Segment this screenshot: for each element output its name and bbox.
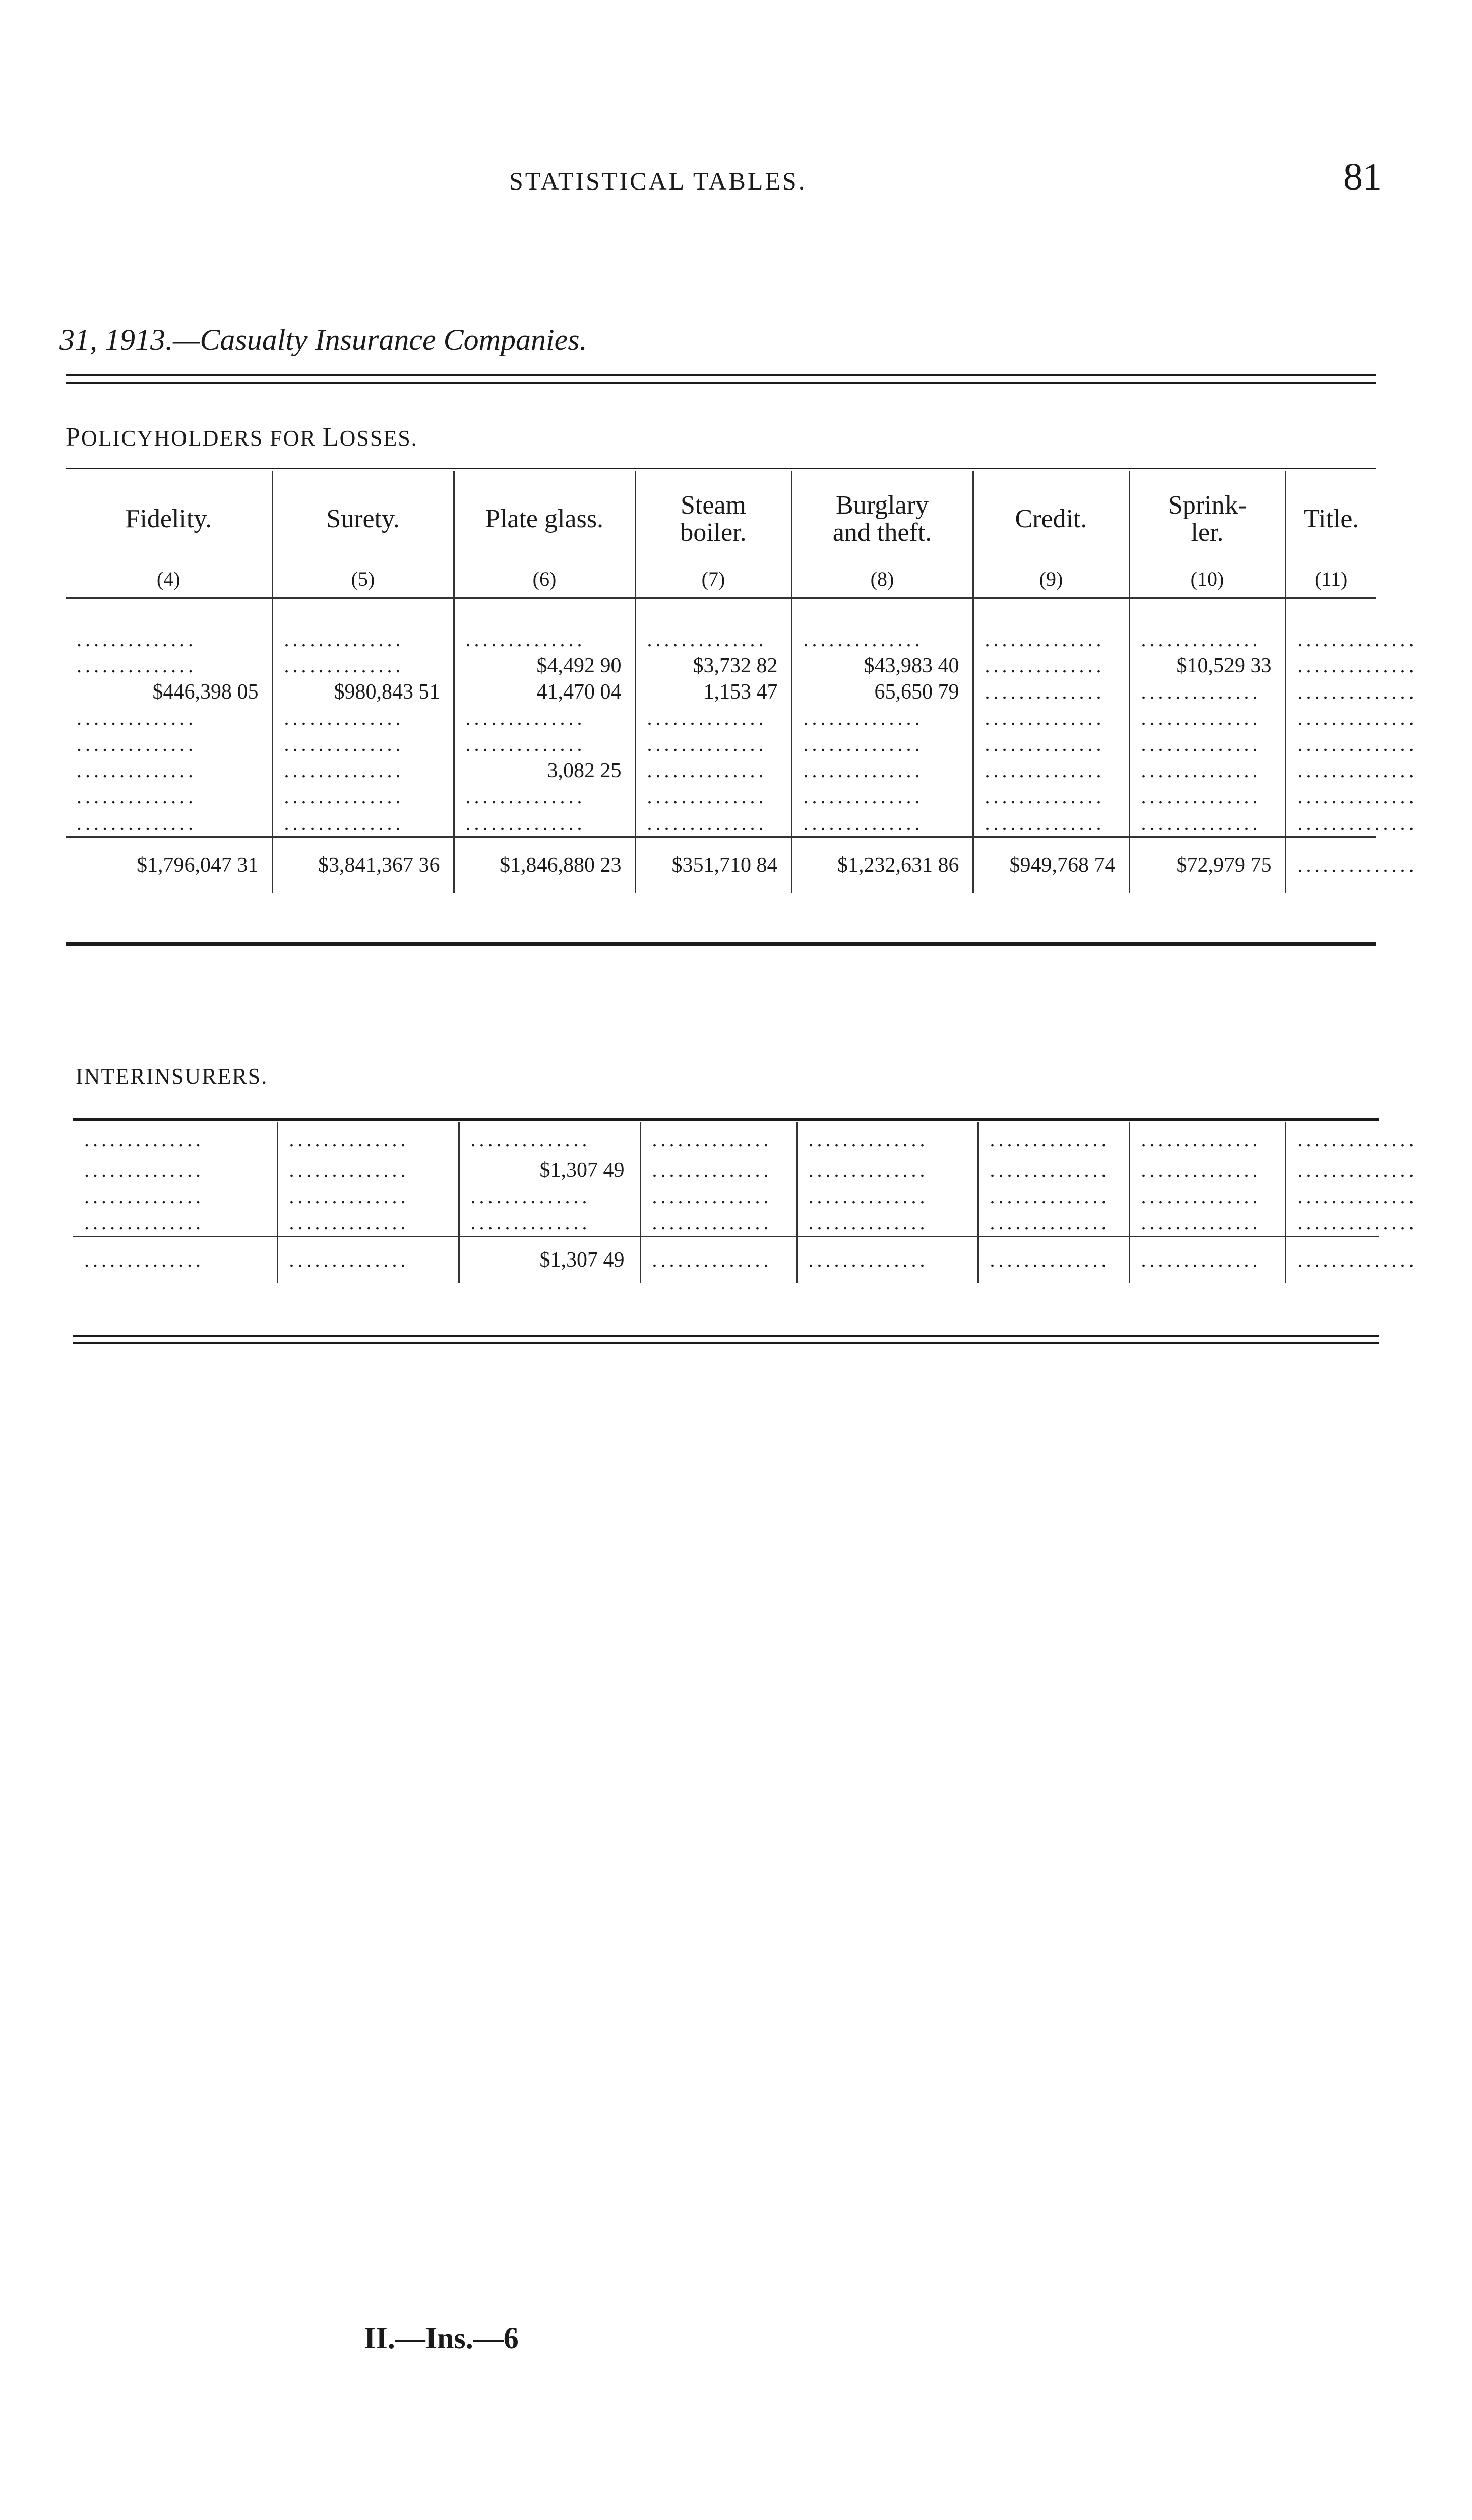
leader-dots: .............. — [1285, 679, 1376, 705]
col-number: (7) — [635, 567, 791, 598]
leader-dots: .............. — [77, 733, 197, 755]
col-header-plate-glass: Plate glass. — [454, 471, 635, 567]
leader-dots: .............. — [272, 784, 454, 810]
leader-dots: .............. — [277, 1183, 459, 1210]
top-double-rule-a — [66, 374, 1376, 376]
leader-dots: .............. — [796, 1183, 978, 1210]
col-header-steam-boiler: Steam boiler. — [635, 471, 791, 567]
leader-dots: .............. — [277, 1237, 459, 1283]
column-header-row — [66, 471, 1376, 567]
leader-dots: .............. — [640, 1237, 796, 1283]
leader-dots: .............. — [796, 1237, 978, 1283]
leader-dots: .............. — [640, 1183, 796, 1210]
leader-dots: .............. — [973, 653, 1129, 679]
leader-dots: .............. — [796, 1210, 978, 1237]
totals-row — [73, 1237, 1379, 1283]
leader-dots: .............. — [978, 1157, 1129, 1183]
table-row — [66, 653, 1376, 679]
table-row — [66, 810, 1376, 837]
section1-bottom-rule — [66, 942, 1376, 946]
leader-dots: .............. — [77, 759, 197, 782]
leader-dots: .............. — [277, 1157, 459, 1183]
total-cell: $949,768 74 — [973, 837, 1129, 894]
losses-table — [66, 471, 1418, 893]
column-number-row — [66, 567, 1376, 598]
leader-dots: .............. — [77, 707, 197, 729]
leader-dots: .............. — [272, 731, 454, 758]
leader-dots: .............. — [973, 784, 1129, 810]
leader-dots: .............. — [978, 1183, 1129, 1210]
table-row — [73, 1157, 1379, 1183]
table-cell: $446,398 05 — [152, 680, 259, 704]
page-footer-signature: II.—Ins.—6 — [364, 2321, 519, 2355]
leader-dots: .............. — [1285, 1183, 1379, 1210]
leader-dots: .............. — [1129, 1183, 1285, 1210]
leader-dots: .............. — [640, 1122, 796, 1157]
leader-dots: .............. — [77, 654, 197, 677]
table-subtitle: 31, 1913.—Casualty Insurance Companies. — [59, 323, 587, 356]
total-cell: $1,232,631 86 — [791, 837, 973, 894]
table-cell: $980,843 51 — [272, 679, 454, 705]
leader-dots: .............. — [1285, 731, 1376, 758]
table-row — [66, 731, 1376, 758]
total-cell: $351,710 84 — [635, 837, 791, 894]
leader-dots: .............. — [1285, 810, 1376, 837]
leader-dots: .............. — [973, 705, 1129, 731]
section2-top-rule — [73, 1118, 1379, 1121]
total-cell: $1,846,880 23 — [454, 837, 635, 894]
leader-dots: .............. — [454, 705, 635, 731]
leader-dots: .............. — [635, 626, 791, 653]
leader-dots: .............. — [1129, 758, 1285, 784]
leader-dots: .............. — [1129, 731, 1285, 758]
table-cell: 65,650 79 — [791, 679, 973, 705]
leader-dots: .............. — [791, 810, 973, 837]
col-number: (5) — [272, 567, 454, 598]
col-header-surety: Surety. — [272, 471, 454, 567]
leader-dots: .............. — [1129, 1157, 1285, 1183]
leader-dots: .............. — [84, 1159, 204, 1181]
table-cell: 41,470 04 — [454, 679, 635, 705]
table-row — [66, 626, 1376, 653]
leader-dots: .............. — [77, 628, 197, 651]
leader-dots: .............. — [635, 810, 791, 837]
spacer-row — [66, 598, 1376, 627]
leader-dots: .............. — [1285, 837, 1376, 894]
table-row — [66, 705, 1376, 731]
leader-dots: .............. — [272, 626, 454, 653]
leader-dots: .............. — [791, 705, 973, 731]
col-header-sprinkler: Sprink- ler. — [1129, 471, 1285, 567]
leader-dots: .............. — [791, 758, 973, 784]
table-row — [73, 1210, 1379, 1237]
table-cell: $1,307 49 — [459, 1157, 640, 1183]
leader-dots: .............. — [978, 1237, 1129, 1283]
page-number: 81 — [1343, 156, 1382, 198]
bottom-double-rule-b — [73, 1342, 1379, 1344]
leader-dots: .............. — [454, 784, 635, 810]
leader-dots: .............. — [272, 705, 454, 731]
running-head: STATISTICAL TABLES. — [509, 167, 807, 195]
leader-dots: .............. — [1285, 653, 1376, 679]
leader-dots: .............. — [1285, 626, 1376, 653]
leader-dots: .............. — [1129, 1210, 1285, 1237]
leader-dots: .............. — [459, 1183, 640, 1210]
leader-dots: .............. — [77, 785, 197, 808]
leader-dots: .............. — [635, 758, 791, 784]
leader-dots: .............. — [1129, 705, 1285, 731]
table-cell: $4,492 90 — [454, 653, 635, 679]
leader-dots: .............. — [277, 1122, 459, 1157]
losses-table-body — [66, 598, 1418, 894]
total-cell: $72,979 75 — [1129, 837, 1285, 894]
leader-dots: .............. — [1285, 1157, 1379, 1183]
col-header-fidelity: Fidelity. — [125, 505, 212, 533]
total-cell: $3,841,367 36 — [272, 837, 454, 894]
table-row — [66, 758, 1376, 784]
leader-dots: .............. — [1129, 1122, 1285, 1157]
leader-dots: .............. — [1285, 705, 1376, 731]
col-header-burglary: Burglary and theft. — [791, 471, 973, 567]
leader-dots: .............. — [791, 784, 973, 810]
header-top-rule — [66, 468, 1376, 469]
leader-dots: .............. — [84, 1185, 204, 1208]
leader-dots: .............. — [454, 810, 635, 837]
leader-dots: .............. — [73, 1237, 277, 1283]
table-cell: $43,983 40 — [791, 653, 973, 679]
col-header-title: Title. — [1285, 471, 1376, 567]
leader-dots: .............. — [459, 1210, 640, 1237]
leader-dots: .............. — [1129, 810, 1285, 837]
leader-dots: .............. — [1285, 1237, 1379, 1283]
leader-dots: .............. — [640, 1210, 796, 1237]
total-cell: $1,307 49 — [459, 1237, 640, 1283]
table-cell: $3,732 82 — [635, 653, 791, 679]
table-cell: 3,082 25 — [454, 758, 635, 784]
leader-dots: .............. — [635, 784, 791, 810]
col-number: (11) — [1285, 567, 1376, 598]
table-row — [73, 1122, 1379, 1157]
table-row — [66, 784, 1376, 810]
leader-dots: .............. — [973, 679, 1129, 705]
total-cell: $1,796,047 31 — [66, 837, 272, 894]
leader-dots: .............. — [973, 810, 1129, 837]
leader-dots: .............. — [272, 810, 454, 837]
leader-dots: .............. — [1129, 626, 1285, 653]
leader-dots: .............. — [1129, 784, 1285, 810]
leader-dots: .............. — [1285, 784, 1376, 810]
interinsurers-table-body — [73, 1122, 1418, 1283]
leader-dots: .............. — [635, 731, 791, 758]
leader-dots: .............. — [459, 1122, 640, 1157]
col-number: (8) — [791, 567, 973, 598]
leader-dots: .............. — [973, 626, 1129, 653]
leader-dots: .............. — [454, 731, 635, 758]
leader-dots: .............. — [978, 1122, 1129, 1157]
table-row — [66, 679, 1376, 705]
leader-dots: .............. — [84, 1128, 204, 1151]
leader-dots: .............. — [791, 731, 973, 758]
leader-dots: .............. — [272, 653, 454, 679]
top-double-rule-b — [66, 382, 1376, 384]
section-label-interinsurers: INTERINSURERS. — [76, 1064, 268, 1089]
leader-dots: .............. — [973, 731, 1129, 758]
leader-dots: .............. — [277, 1210, 459, 1237]
col-number: (10) — [1129, 567, 1285, 598]
leader-dots: .............. — [272, 758, 454, 784]
leader-dots: .............. — [796, 1157, 978, 1183]
leader-dots: .............. — [791, 626, 973, 653]
leader-dots: .............. — [454, 626, 635, 653]
leader-dots: .............. — [1285, 1210, 1379, 1237]
col-number: (4) — [156, 568, 180, 590]
leader-dots: .............. — [635, 705, 791, 731]
leader-dots: .............. — [1285, 758, 1376, 784]
table-row — [73, 1183, 1379, 1210]
leader-dots: .............. — [1285, 1122, 1379, 1157]
totals-row — [66, 837, 1376, 894]
col-number: (6) — [454, 567, 635, 598]
section-label-policyholders: POLICYHOLDERS FOR LOSSES. — [66, 423, 418, 452]
leader-dots: .............. — [640, 1157, 796, 1183]
bottom-double-rule-a — [73, 1335, 1379, 1337]
table-cell: 1,153 47 — [635, 679, 791, 705]
leader-dots: .............. — [978, 1210, 1129, 1237]
col-number: (9) — [973, 567, 1129, 598]
leader-dots: .............. — [796, 1122, 978, 1157]
leader-dots: .............. — [84, 1211, 204, 1234]
interinsurers-table — [73, 1122, 1418, 1283]
leader-dots: .............. — [1129, 1237, 1285, 1283]
leader-dots: .............. — [77, 811, 197, 834]
table-cell: $10,529 33 — [1129, 653, 1285, 679]
col-header-credit: Credit. — [973, 471, 1129, 567]
leader-dots: .............. — [973, 758, 1129, 784]
leader-dots: .............. — [1129, 679, 1285, 705]
